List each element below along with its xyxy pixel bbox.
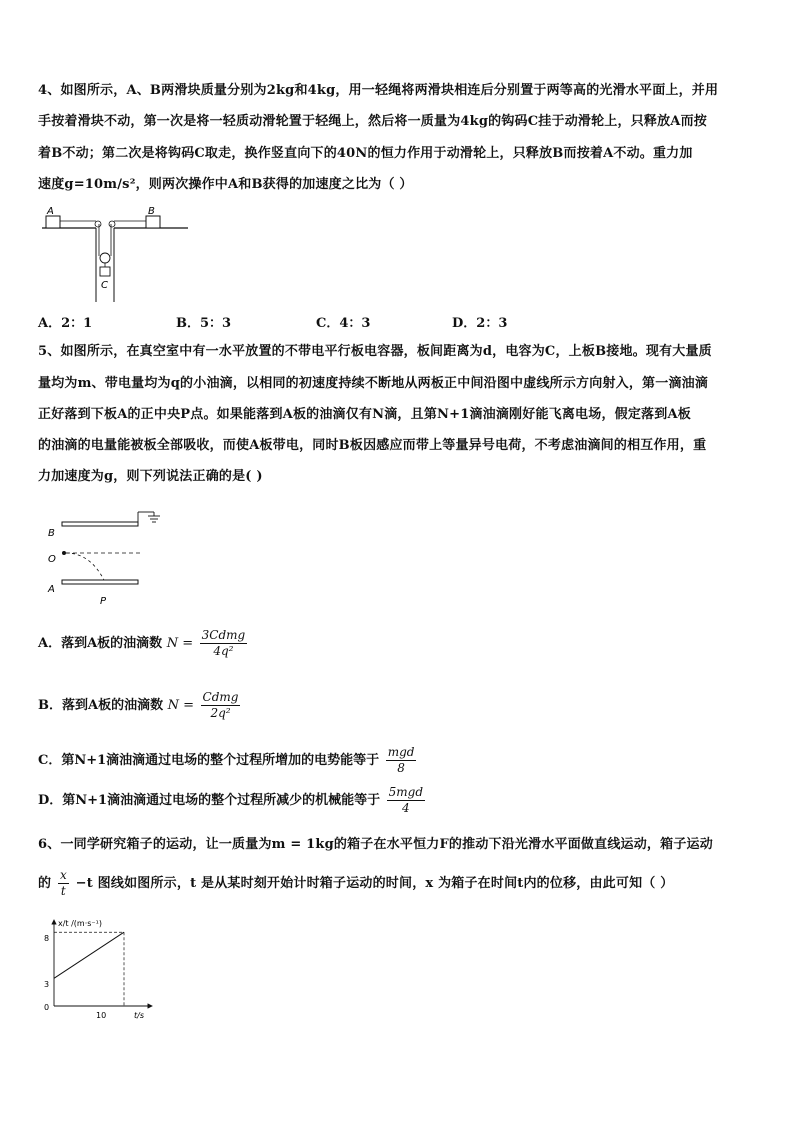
q6-xt-graph: [30, 914, 160, 1024]
q5-option-c-fraction: [386, 745, 417, 776]
q5-line-5: 力加速度为g，则下列说法正确的是( ): [38, 469, 263, 484]
q6-y-axis-label: x/t /(m·s⁻¹): [58, 919, 102, 928]
q5-option-c-den: 8: [397, 761, 405, 775]
q6-line-2-fraction: [58, 868, 69, 899]
q4-label-b: B: [148, 206, 155, 217]
q5-option-d-den: 4: [402, 801, 410, 815]
q5-option-b-fraction: [201, 690, 241, 721]
q5-label-p: P: [100, 596, 107, 607]
q5-option-c[interactable]: [38, 745, 418, 776]
q5-option-d-num: 5mgd: [388, 785, 424, 799]
q6-y-tick-label-3: 3: [44, 980, 50, 989]
q5-option-d-fraction: [387, 785, 425, 816]
q5-option-b[interactable]: [38, 690, 242, 721]
q5-option-a-fraction: [200, 628, 248, 659]
q5-option-b-den: 2q²: [210, 706, 231, 720]
q5-line-1: 5、如图所示，在真空室中有一水平放置的不带电平行板电容器，板间距离为d，电容为C，上板B接地。现有大量质: [38, 344, 712, 359]
q5-line-4: 的油滴的电量能被板全部吸收，而使A板带电，同时B板因感应而带上等量异号电荷，不考虑油滴间的相互作用，重: [38, 438, 707, 453]
q4-option-b[interactable]: B．5：3: [176, 316, 232, 331]
q5-option-a-num: 3Cdmg: [201, 628, 246, 642]
q4-line-3: 着B不动；第二次是将钩码C取走，换作竖直向下的40N的恒力作用于动滑轮上，只释放B而按着A不动。重力加: [38, 146, 693, 161]
q5-option-a[interactable]: [38, 628, 249, 659]
q5-label-o: O: [48, 554, 56, 565]
q5-capacitor-figure: [44, 506, 174, 610]
q4-option-a[interactable]: A．2：1: [38, 316, 93, 331]
q6-line-2-den: t: [60, 884, 66, 898]
q6-line-1: 6、一同学研究箱子的运动，让一质量为m = 1kg的箱子在水平恒力F的推动下沿光滑水平面做直线运动，箱子运动: [38, 837, 713, 852]
q6-origin-label: 0: [44, 1003, 50, 1012]
q4-line-2: 手按着滑块不动，第一次是将一轻质动滑轮置于轻绳上，然后将一质量为4kg的钩码C挂于动滑轮上，只释放A而按: [38, 114, 707, 129]
q4-option-d[interactable]: D．2：3: [452, 316, 508, 331]
q6-x-tick-label-10: 10: [96, 1011, 107, 1020]
q4-line-4: 速度g=10m/s²，则两次操作中A和B获得的加速度之比为（ ）: [38, 177, 413, 192]
q5-line-2: 量均为m、带电量均为q的小油滴，以相同的初速度持续不断地从两板正中间沿图中虚线所示方向射入，第一滴油滴: [38, 376, 709, 391]
q5-option-a-text: A．落到A板的油滴数: [38, 636, 163, 651]
q5-label-b: B: [48, 528, 55, 539]
q6-line-2-post: −t 图线如图所示，t 是从某时刻开始计时箱子运动的时间，x 为箱子在时间t内的位移，由此可知（ ）: [75, 876, 674, 891]
q5-option-c-num: mgd: [387, 745, 415, 759]
q4-option-c[interactable]: C．4：3: [316, 316, 371, 331]
q5-option-b-lhs: N =: [167, 698, 195, 713]
q6-line-2-pre: 的: [38, 876, 52, 891]
q6-line-2: [38, 868, 758, 899]
q5-option-c-text: C．第N+1滴油滴通过电场的整个过程所增加的电势能等于: [38, 753, 380, 768]
q5-option-a-den: 4q²: [213, 644, 234, 658]
q4-label-c: C: [101, 280, 108, 291]
q5-option-b-num: Cdmg: [202, 690, 239, 704]
q6-line-2-num: x: [59, 868, 67, 882]
q5-line-3: 正好落到下板A的正中央P点。如果能落到A板的油滴仅有N滴，且第N+1滴油滴刚好能飞离电场，假定落到A板: [38, 407, 691, 422]
q4-label-a: A: [47, 206, 54, 217]
q6-x-axis-label: t/s: [134, 1011, 144, 1020]
q6-y-tick-label-8: 8: [44, 934, 50, 943]
q5-option-a-lhs: N =: [166, 636, 194, 651]
q5-option-b-text: B．落到A板的油滴数: [38, 698, 164, 713]
q5-option-d[interactable]: [38, 785, 427, 816]
q5-label-a: A: [48, 584, 55, 595]
q6-series-line: [54, 932, 124, 978]
q4-line-1: 4、如图所示，A、B两滑块质量分别为2kg和4kg，用一轻绳将两滑块相连后分别置于两等高的光滑水平面上，并用: [38, 83, 719, 98]
q5-option-d-text: D．第N+1滴油滴通过电场的整个过程所减少的机械能等于: [38, 793, 381, 808]
q4-pulley-figure: [38, 204, 188, 304]
